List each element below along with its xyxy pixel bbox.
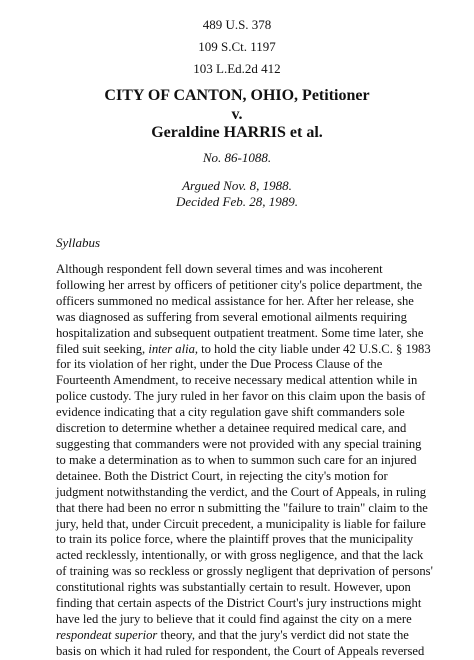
syllabus-text: that there had been no error n submitting the "failure to train" claim to the	[56, 500, 428, 515]
syllabus-text: to make a determination as to when to summon such care for an injured	[56, 452, 417, 467]
case-dates	[0, 178, 474, 210]
syllabus-line	[56, 310, 426, 326]
syllabus-line	[56, 453, 426, 469]
syllabus-text: filed suit seeking,	[56, 341, 149, 356]
versus-label: v.	[231, 105, 243, 123]
syllabus-line	[56, 389, 426, 405]
syllabus-text: discretion to determine whether a detainee required medical care, and	[56, 421, 407, 436]
syllabus-text: finding that certain aspects of the District Court's jury instructions might	[56, 596, 422, 611]
syllabus-line	[56, 341, 431, 358]
decided-date: Decided Feb. 28, 1989.	[175, 194, 299, 209]
syllabus-text: for its violation of her right, under the Due Process Clause of the	[56, 357, 383, 372]
syllabus-text: suggesting that commanders were not provided with any special training	[56, 436, 422, 451]
syllabus-line	[56, 644, 426, 660]
syllabus-text: to hold the city liable under 42 U.S.C. § 1983	[198, 341, 431, 356]
syllabus-line	[56, 628, 426, 644]
citation-us-reports: 489 U.S. 378	[202, 17, 272, 32]
syllabus-line	[56, 501, 426, 517]
syllabus-line	[56, 596, 426, 612]
syllabus-text: Fourteenth Amendment, to receive necessary medical attention while in	[56, 373, 418, 388]
syllabus-line	[56, 612, 426, 628]
syllabus-line	[56, 548, 426, 564]
syllabus-text: jury, held that, under Circuit precedent, a municipality is liable for failure	[56, 516, 426, 531]
syllabus-line	[56, 357, 426, 373]
syllabus-line	[56, 532, 426, 548]
docket-number: No. 86-1088.	[202, 150, 272, 165]
syllabus-line	[56, 469, 426, 485]
syllabus-line	[56, 294, 426, 310]
syllabus-text: basis on which it had ruled for respondent, the Court of Appeals reversed	[56, 643, 425, 658]
syllabus-text: constitutional rights was substantially certain to result. However, upon	[56, 580, 411, 595]
syllabus-text: Although respondent fell down several times and was incoherent	[56, 262, 383, 276]
citation-lawyers-edition: 103 L.Ed.2d 412	[193, 61, 281, 76]
syllabus-heading: Syllabus	[56, 235, 101, 250]
syllabus-text: hospitalization and subsequent outpatient treatment. Some time later, she	[56, 325, 424, 340]
syllabus-text: officers summoned no medical assistance for her. After her release, she	[56, 293, 414, 308]
syllabus-line	[56, 580, 426, 596]
syllabus-italic-text: respondeat superior	[56, 627, 158, 642]
case-title	[0, 87, 474, 143]
syllabus-text: theory, and that the jury's verdict did not state the	[157, 627, 409, 642]
syllabus-text: of training was so reckless or grossly negligent that deprivation of persons'	[56, 564, 433, 579]
syllabus-line	[56, 517, 426, 533]
syllabus-line	[56, 278, 426, 294]
syllabus-text: acted recklessly, intentionally, or with gross negligence, and that the lack	[56, 548, 424, 563]
syllabus-line	[56, 437, 426, 453]
argued-date: Argued Nov. 8, 1988.	[182, 178, 292, 193]
syllabus-text: was diagnosed as suffering from several emotional ailments requiring	[56, 309, 407, 324]
citations	[0, 14, 474, 80]
syllabus-line	[56, 564, 433, 580]
citation-supreme-court-reporter: 109 S.Ct. 1197	[198, 39, 276, 54]
syllabus-text: to train its police force, where the plaintiff proves that the municipality	[56, 532, 414, 547]
syllabus-body	[56, 262, 433, 660]
syllabus-italic-text: inter alia,	[148, 341, 199, 356]
syllabus-line	[56, 421, 426, 437]
syllabus-line	[56, 373, 426, 389]
syllabus-text: detainee. Both the District Court, in rejecting the city's motion for	[56, 468, 388, 483]
syllabus-line	[56, 262, 426, 278]
respondent-name: Geraldine HARRIS et al.	[151, 124, 323, 141]
syllabus-text: following her arrest by officers of petitioner city's police department, the	[56, 277, 423, 292]
petitioner-name: CITY OF CANTON, OHIO, Petitioner	[104, 87, 370, 104]
syllabus-text: judgment notwithstanding the verdict, and the Court of Appeals, in ruling	[56, 484, 427, 499]
syllabus-text: evidence indicating that a city regulation gave shift commanders sole	[56, 405, 405, 420]
syllabus-line	[56, 485, 426, 501]
syllabus-text: have led the jury to believe that it could find against the city on a mere	[56, 611, 412, 626]
syllabus-line	[56, 405, 426, 421]
syllabus-text: police custody. The jury ruled in her favor on this claim upon the basis of	[56, 389, 426, 404]
syllabus-line	[56, 326, 426, 342]
